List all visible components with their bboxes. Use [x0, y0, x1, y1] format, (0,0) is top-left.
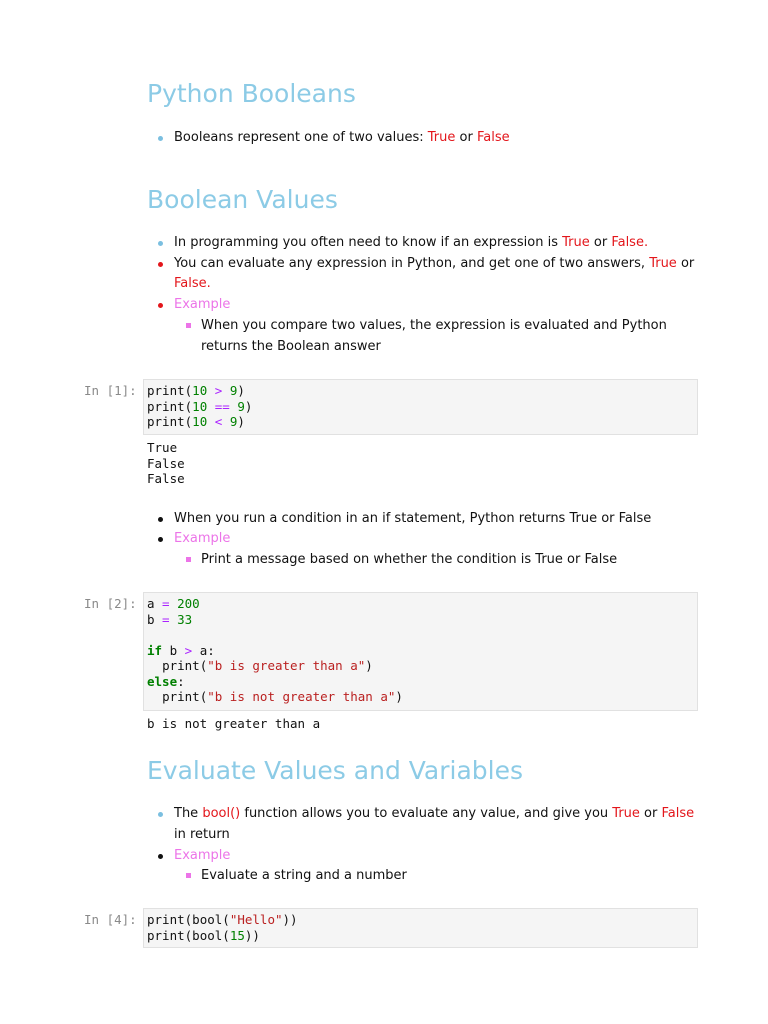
example-label: Example [174, 297, 231, 312]
bullet-dot [158, 517, 163, 522]
cell-output-line: False [147, 455, 185, 471]
sub-bullet-square [186, 557, 191, 562]
code-line-2: print(bool(15)) [147, 927, 260, 943]
code-line-1: a = 200 [147, 596, 200, 611]
bullet-dot [158, 537, 163, 542]
code-line-6: else: [147, 673, 185, 689]
code-line-3: print(10 < 9) [147, 414, 245, 429]
sub-bullet-square [186, 873, 191, 878]
sub-bullet-compare-cont: returns the Boolean answer [201, 339, 381, 354]
example-label: Example [174, 531, 231, 546]
cell-output-line: b is not greater than a [147, 716, 321, 731]
sub-bullet-square [186, 323, 191, 328]
cell-output-line: True [147, 440, 178, 455]
sub-bullet-compare: When you compare two values, the expression is evaluated and Python [201, 318, 667, 333]
bullet-dot [158, 136, 163, 141]
bullet-evaluate-expression-cont: False. [174, 276, 211, 291]
sub-bullet-evaluate-string: Evaluate a string and a number [201, 868, 407, 883]
bullet-dot [158, 854, 163, 859]
heading-python-booleans: Python Booleans [147, 79, 356, 108]
bullet-dot [158, 241, 163, 246]
code-line-4: if b > a: [147, 642, 215, 658]
bullet-booleans-represent: Booleans represent one of two values: True or False [174, 130, 510, 145]
cell-prompt: In [4]: [84, 912, 137, 927]
cell-prompt: In [2]: [84, 596, 137, 611]
code-line-2: print(10 == 9) [147, 398, 253, 414]
bullet-programming: In programming you often need to know if an expression is True or False. [174, 235, 649, 250]
code-line-7: print("b is not greater than a") [162, 689, 403, 704]
sub-bullet-print-message: Print a message based on whether the condition is True or False [201, 552, 618, 567]
code-line-5: print("b is greater than a") [162, 658, 373, 673]
bullet-if-statement: When you run a condition in an if statement, Python returns True or False [174, 511, 652, 526]
heading-evaluate-values: Evaluate Values and Variables [147, 756, 524, 785]
cell-output-line: False [147, 471, 185, 486]
code-line-2: b = 33 [147, 611, 193, 627]
bullet-dot [158, 262, 163, 267]
bullet-dot [158, 303, 163, 308]
bullet-evaluate-expression: You can evaluate any expression in Python, and get one of two answers, True or [174, 256, 695, 271]
bullet-bool-function: The bool() function allows you to evaluate any value, and give you True or False [174, 806, 695, 821]
code-line-1: print(10 > 9) [147, 383, 245, 398]
example-label: Example [174, 848, 231, 863]
bullet-dot [158, 812, 163, 817]
code-line-1: print(bool("Hello")) [147, 912, 298, 927]
heading-boolean-values: Boolean Values [147, 185, 338, 214]
bullet-bool-function-cont: in return [174, 827, 230, 842]
cell-prompt: In [1]: [84, 383, 137, 398]
